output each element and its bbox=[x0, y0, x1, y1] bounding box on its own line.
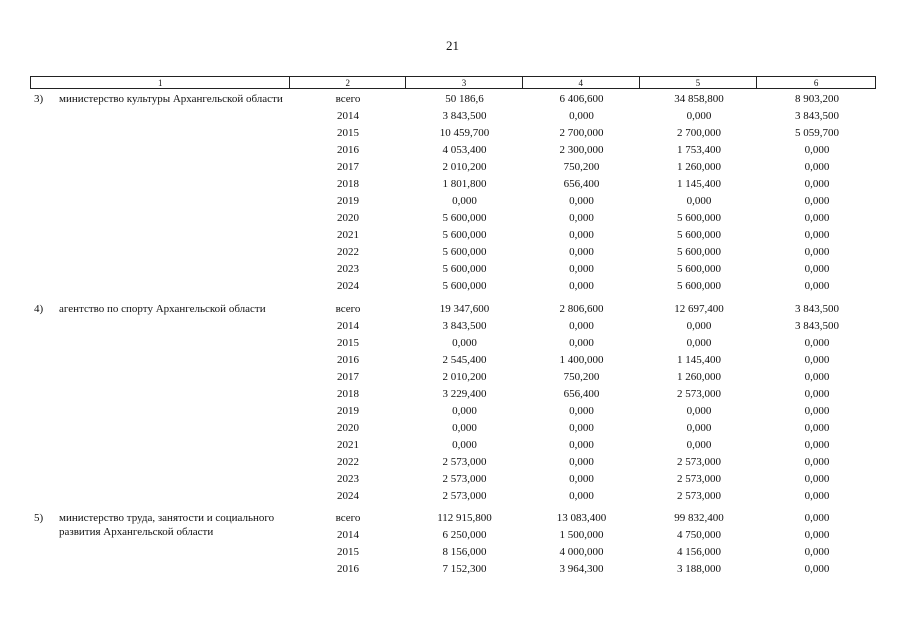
row-other: 0,000 bbox=[804, 246, 830, 258]
row-other: 3 843,500 bbox=[795, 303, 839, 315]
row-other: 0,000 bbox=[804, 563, 830, 575]
table-row bbox=[30, 125, 876, 142]
table-row bbox=[30, 352, 876, 369]
row-other: 0,000 bbox=[804, 263, 830, 275]
row-federal: 4 000,000 bbox=[559, 546, 604, 558]
row-regional: 5 600,000 bbox=[677, 280, 721, 292]
row-total: 6 250,000 bbox=[442, 529, 487, 541]
row-regional: 0,000 bbox=[686, 405, 712, 417]
table-row bbox=[30, 193, 876, 210]
row-year: 2020 bbox=[337, 212, 359, 224]
table-row bbox=[30, 244, 876, 261]
row-total: 0,000 bbox=[452, 422, 477, 434]
table-header bbox=[30, 76, 876, 89]
table-row bbox=[30, 403, 876, 420]
table-row bbox=[30, 454, 876, 471]
row-regional: 99 832,400 bbox=[674, 512, 724, 524]
row-regional: 1 145,400 bbox=[677, 178, 721, 190]
table-row bbox=[30, 108, 876, 125]
row-year: 2020 bbox=[337, 422, 359, 434]
row-year: 2022 bbox=[337, 456, 359, 468]
table-row bbox=[30, 369, 876, 386]
row-other: 0,000 bbox=[804, 405, 830, 417]
table-row bbox=[30, 386, 876, 403]
row-other: 0,000 bbox=[804, 195, 830, 207]
row-federal: 750,200 bbox=[563, 371, 600, 383]
row-federal: 0,000 bbox=[569, 490, 594, 502]
row-year: 2018 bbox=[337, 388, 359, 400]
row-regional: 0,000 bbox=[686, 320, 712, 332]
row-total: 5 600,000 bbox=[442, 263, 487, 275]
row-regional: 1 753,400 bbox=[677, 144, 721, 156]
row-year: всего bbox=[335, 512, 361, 524]
section-number: 3) bbox=[34, 93, 44, 105]
row-regional: 2 573,000 bbox=[677, 456, 721, 468]
row-year: 2017 bbox=[337, 161, 359, 173]
row-total: 2 573,000 bbox=[442, 473, 487, 485]
section-number: 5) bbox=[34, 512, 44, 524]
table-row bbox=[30, 227, 876, 244]
row-other: 0,000 bbox=[804, 473, 830, 485]
table-row bbox=[30, 471, 876, 488]
row-regional: 5 600,000 bbox=[677, 263, 721, 275]
table-row bbox=[30, 278, 876, 295]
header-col-3: 3 bbox=[406, 77, 523, 88]
row-year: 2022 bbox=[337, 246, 359, 258]
row-other: 0,000 bbox=[804, 439, 830, 451]
row-regional: 2 573,000 bbox=[677, 388, 721, 400]
row-other: 0,000 bbox=[804, 512, 830, 524]
row-federal: 750,200 bbox=[563, 161, 600, 173]
row-federal: 2 806,600 bbox=[559, 303, 604, 315]
row-year: 2019 bbox=[337, 405, 359, 417]
table-row bbox=[30, 527, 876, 544]
row-regional: 3 188,000 bbox=[677, 563, 721, 575]
table-row bbox=[30, 301, 876, 318]
row-year: 2015 bbox=[337, 337, 359, 349]
row-total: 112 915,800 bbox=[437, 512, 492, 524]
row-regional: 1 260,000 bbox=[677, 371, 721, 383]
row-federal: 656,400 bbox=[563, 178, 600, 190]
row-total: 3 843,500 bbox=[442, 110, 487, 122]
header-col-2: 2 bbox=[290, 77, 406, 88]
row-total: 5 600,000 bbox=[442, 280, 487, 292]
row-federal: 3 964,300 bbox=[559, 563, 604, 575]
row-year: 2015 bbox=[337, 546, 359, 558]
row-other: 3 843,500 bbox=[795, 110, 839, 122]
table-row bbox=[30, 210, 876, 227]
row-year: 2018 bbox=[337, 178, 359, 190]
row-other: 0,000 bbox=[804, 388, 830, 400]
row-total: 0,000 bbox=[452, 439, 477, 451]
row-other: 5 059,700 bbox=[795, 127, 839, 139]
row-other: 0,000 bbox=[804, 161, 830, 173]
row-total: 5 600,000 bbox=[442, 246, 487, 258]
table-row bbox=[30, 510, 876, 527]
row-regional: 4 156,000 bbox=[677, 546, 721, 558]
row-year: 2024 bbox=[337, 280, 359, 292]
row-regional: 5 600,000 bbox=[677, 212, 721, 224]
table-row bbox=[30, 91, 876, 108]
page-number: 21 bbox=[446, 38, 459, 53]
row-other: 8 903,200 bbox=[795, 93, 839, 105]
row-other: 0,000 bbox=[804, 371, 830, 383]
row-regional: 0,000 bbox=[686, 195, 712, 207]
row-federal: 656,400 bbox=[563, 388, 600, 400]
row-total: 2 010,200 bbox=[442, 371, 487, 383]
row-regional: 4 750,000 bbox=[677, 529, 721, 541]
row-federal: 6 406,600 bbox=[559, 93, 604, 105]
row-total: 50 186,6 bbox=[445, 93, 484, 105]
row-year: 2014 bbox=[337, 110, 359, 122]
row-regional: 2 573,000 bbox=[677, 473, 721, 485]
row-federal: 0,000 bbox=[569, 337, 594, 349]
row-total: 0,000 bbox=[452, 405, 477, 417]
row-federal: 0,000 bbox=[569, 422, 594, 434]
section-number: 4) bbox=[34, 303, 44, 315]
row-regional: 5 600,000 bbox=[677, 229, 721, 241]
section-title: министерство труда, занятости и социального развития Архангельской области bbox=[59, 512, 275, 538]
row-year: всего bbox=[335, 303, 361, 315]
row-total: 8 156,000 bbox=[442, 546, 487, 558]
row-other: 3 843,500 bbox=[795, 320, 839, 332]
row-other: 0,000 bbox=[804, 529, 830, 541]
row-other: 0,000 bbox=[804, 490, 830, 502]
row-total: 2 545,400 bbox=[442, 354, 487, 366]
table-row bbox=[30, 142, 876, 159]
row-other: 0,000 bbox=[804, 280, 830, 292]
row-regional: 2 700,000 bbox=[677, 127, 721, 139]
table-row bbox=[30, 159, 876, 176]
row-other: 0,000 bbox=[804, 422, 830, 434]
section-title: министерство культуры Архангельской области bbox=[59, 93, 283, 105]
row-year: 2024 bbox=[337, 490, 359, 502]
row-year: 2017 bbox=[337, 371, 359, 383]
row-federal: 0,000 bbox=[569, 456, 594, 468]
row-total: 19 347,600 bbox=[439, 303, 490, 315]
table-row bbox=[30, 176, 876, 193]
header-col-1: 1 bbox=[31, 77, 290, 88]
row-federal: 0,000 bbox=[569, 110, 594, 122]
row-federal: 2 700,000 bbox=[559, 127, 604, 139]
row-total: 2 573,000 bbox=[442, 456, 487, 468]
row-total: 5 600,000 bbox=[442, 229, 487, 241]
row-year: 2019 bbox=[337, 195, 359, 207]
row-regional: 0,000 bbox=[686, 110, 712, 122]
row-total: 3 229,400 bbox=[442, 388, 487, 400]
row-year: всего bbox=[335, 93, 361, 105]
table-row bbox=[30, 488, 876, 505]
header-col-4: 4 bbox=[523, 77, 640, 88]
row-other: 0,000 bbox=[804, 178, 830, 190]
row-total: 2 573,000 bbox=[442, 490, 487, 502]
row-regional: 34 858,800 bbox=[674, 93, 724, 105]
section-title: агентство по спорту Архангельской области bbox=[59, 303, 266, 315]
row-federal: 0,000 bbox=[569, 229, 594, 241]
row-year: 2021 bbox=[337, 229, 359, 241]
table-row bbox=[30, 318, 876, 335]
row-federal: 0,000 bbox=[569, 439, 594, 451]
row-other: 0,000 bbox=[804, 144, 830, 156]
row-year: 2016 bbox=[337, 144, 359, 156]
row-other: 0,000 bbox=[804, 229, 830, 241]
table-row bbox=[30, 261, 876, 278]
row-total: 4 053,400 bbox=[442, 144, 487, 156]
row-total: 1 801,800 bbox=[442, 178, 487, 190]
row-regional: 0,000 bbox=[686, 337, 712, 349]
row-year: 2021 bbox=[337, 439, 359, 451]
row-year: 2016 bbox=[337, 563, 359, 575]
row-regional: 12 697,400 bbox=[674, 303, 724, 315]
row-regional: 5 600,000 bbox=[677, 246, 721, 258]
table-row bbox=[30, 561, 876, 578]
row-year: 2014 bbox=[337, 320, 359, 332]
row-year: 2014 bbox=[337, 529, 359, 541]
row-federal: 0,000 bbox=[569, 405, 594, 417]
table-row bbox=[30, 437, 876, 454]
table-row bbox=[30, 420, 876, 437]
row-other: 0,000 bbox=[804, 212, 830, 224]
row-federal: 0,000 bbox=[569, 195, 594, 207]
row-year: 2015 bbox=[337, 127, 359, 139]
row-federal: 0,000 bbox=[569, 473, 594, 485]
row-regional: 0,000 bbox=[686, 422, 712, 434]
row-regional: 2 573,000 bbox=[677, 490, 721, 502]
row-year: 2023 bbox=[337, 473, 359, 485]
row-total: 7 152,300 bbox=[442, 563, 487, 575]
row-total: 2 010,200 bbox=[442, 161, 487, 173]
row-regional: 1 260,000 bbox=[677, 161, 721, 173]
row-federal: 0,000 bbox=[569, 246, 594, 258]
row-federal: 0,000 bbox=[569, 280, 594, 292]
row-federal: 1 500,000 bbox=[559, 529, 604, 541]
table-row bbox=[30, 544, 876, 561]
header-col-5: 5 bbox=[640, 77, 758, 88]
row-other: 0,000 bbox=[804, 337, 830, 349]
header-col-6: 6 bbox=[813, 78, 819, 88]
row-total: 0,000 bbox=[452, 195, 477, 207]
row-federal: 13 083,400 bbox=[556, 512, 607, 524]
row-other: 0,000 bbox=[804, 354, 830, 366]
table-row bbox=[30, 335, 876, 352]
row-other: 0,000 bbox=[804, 546, 830, 558]
row-federal: 0,000 bbox=[569, 212, 594, 224]
row-other: 0,000 bbox=[804, 456, 830, 468]
row-federal: 0,000 bbox=[569, 320, 594, 332]
row-total: 0,000 bbox=[452, 337, 477, 349]
row-federal: 2 300,000 bbox=[559, 144, 604, 156]
row-total: 3 843,500 bbox=[442, 320, 487, 332]
row-year: 2023 bbox=[337, 263, 359, 275]
row-total: 5 600,000 bbox=[442, 212, 487, 224]
row-regional: 1 145,400 bbox=[677, 354, 721, 366]
row-year: 2016 bbox=[337, 354, 359, 366]
row-federal: 0,000 bbox=[569, 263, 594, 275]
row-total: 10 459,700 bbox=[439, 127, 490, 139]
row-regional: 0,000 bbox=[686, 439, 712, 451]
row-federal: 1 400,000 bbox=[559, 354, 604, 366]
